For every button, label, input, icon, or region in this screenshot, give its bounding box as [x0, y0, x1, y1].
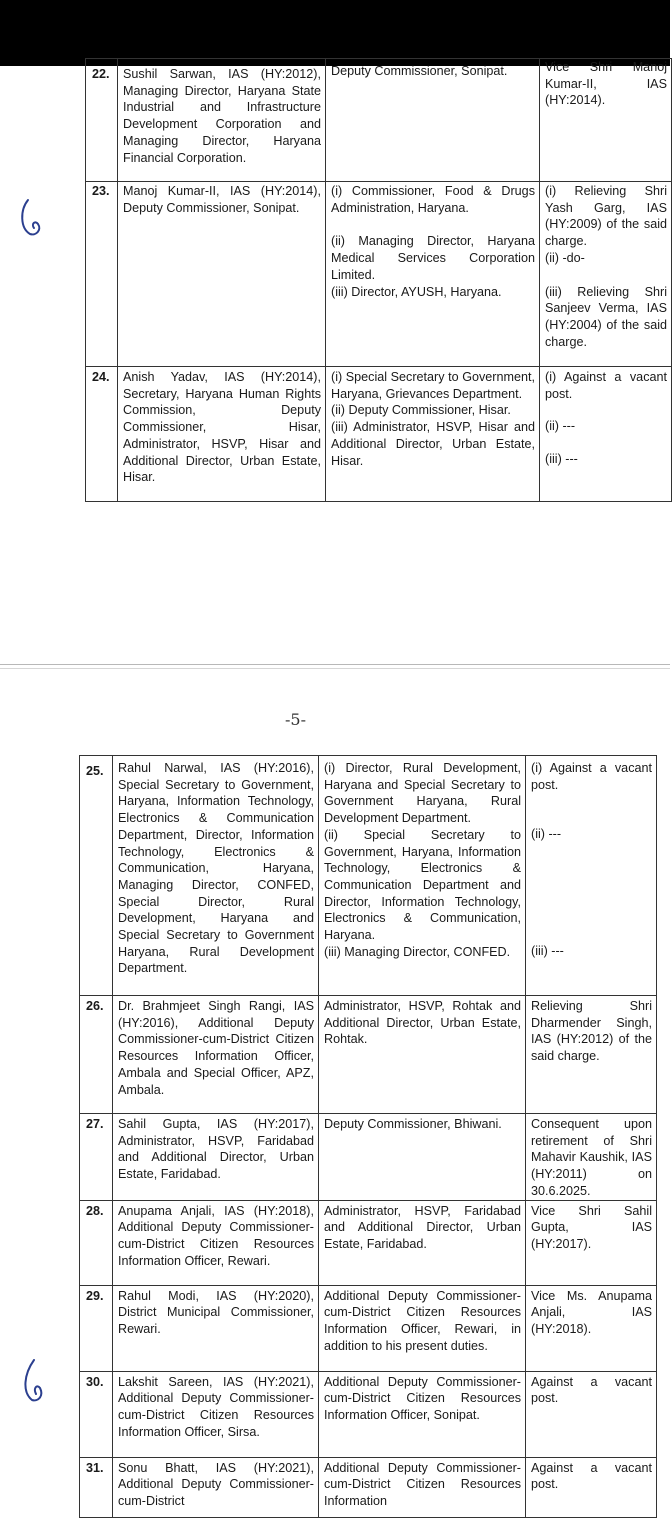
- remarks-line: (i) Relieving Shri Yash Garg, IAS (HY:2009) of the said charge.: [545, 184, 667, 249]
- row-number: 30.: [80, 1371, 113, 1457]
- posting-line: Administrator, HSVP, Faridabad and Additional Director, Urban Estate, Faridabad.: [324, 1203, 521, 1251]
- posting-cell: [319, 1200, 526, 1285]
- remarks-line: (ii) ---: [545, 419, 576, 434]
- officer-cell: Manoj Kumar-II, IAS (HY:2014), Deputy Commissioner, Sonipat.: [118, 182, 326, 367]
- table-row: [80, 1457, 657, 1517]
- remarks-line: (iii) Relieving Shri Sanjeev Verma, IAS (HY:2004) of the said charge.: [545, 284, 667, 349]
- remarks-line: (iii) ---: [531, 944, 564, 959]
- posting-cell: [319, 1114, 526, 1201]
- table-row: [80, 1200, 657, 1285]
- officer-cell: Dr. Brahmjeet Singh Rangi, IAS (HY:2016), Additional Deputy Commissioner-cum-District Citizen Resources Information Officer, Ambala and Special Officer, APZ, Ambala.: [113, 996, 319, 1114]
- posting-cell: Additional Deputy Commissioner-cum-District Citizen Resources Information: [319, 1457, 526, 1517]
- remarks-line: Against a vacant post.: [531, 1374, 652, 1406]
- row-number: 22.: [86, 59, 118, 182]
- remarks-line: (i) Against a vacant post.: [545, 370, 667, 401]
- posting-line: (ii) Special Secretary to Government, Haryana, Information Technology, Electronics & Communication Department and Director, Information Technology, Electronics & Communication, Haryana.: [324, 827, 521, 943]
- posting-line: (i) Special Secretary to Government, Haryana, Grievances Department.: [331, 370, 535, 401]
- remarks-line: Vice Shri Manoj Kumar-II, IAS (HY:2014).: [545, 60, 667, 108]
- remarks-cell: [526, 996, 657, 1114]
- officer-cell: Sushil Sarwan, IAS (HY:2012), Managing Director, Haryana State Industrial and Infrastructure Development Corporation and Managing Director, Haryana Financial Corporation.: [118, 59, 326, 182]
- posting-line: (ii) Deputy Commissioner, Hisar.: [331, 403, 511, 418]
- table-row: [80, 1114, 657, 1201]
- remarks-line: (ii) ---: [531, 827, 562, 842]
- remarks-line: Consequent upon retirement of Shri Mahavir Kaushik, IAS (HY:2011) on 30.6.2025.: [531, 1117, 652, 1198]
- row-number: 23.: [86, 182, 118, 367]
- remarks-cell: [526, 1200, 657, 1285]
- remarks-cell: [526, 1114, 657, 1201]
- remarks-line: (i) Against a vacant post.: [531, 761, 652, 792]
- pen-mark-icon: [20, 1356, 50, 1406]
- remarks-cell: [526, 1371, 657, 1457]
- row-number: 27.: [80, 1114, 113, 1201]
- officer-cell: Rahul Narwal, IAS (HY:2016), Special Secretary to Government, Haryana, Information Technology, Electronics & Communication Department, Director, Information Technology, Electronics & Communication, Haryana, Managing Director, CONFED, Special Director, Rural Development, Haryana and Special Secretary to Government Haryana, Rural Development Department.: [113, 756, 319, 996]
- posting-cell: Additional Deputy Commissioner-cum-District Citizen Resources Information Officer, Sonipat.: [319, 1371, 526, 1457]
- posting-line: (iii) Director, AYUSH, Haryana.: [331, 284, 502, 299]
- row-number: 31.: [80, 1457, 113, 1517]
- row-number: 29.: [80, 1285, 113, 1371]
- officer-cell: Lakshit Sareen, IAS (HY:2021), Additional Deputy Commissioner-cum-District Citizen Resources Information Officer, Sirsa.: [113, 1371, 319, 1457]
- officer-cell: Rahul Modi, IAS (HY:2020), District Municipal Commissioner, Rewari.: [113, 1285, 319, 1371]
- remarks-line: Against a vacant post.: [531, 1460, 652, 1492]
- table-row: [80, 1371, 657, 1457]
- remarks-line: Vice Shri Sahil Gupta, IAS (HY:2017).: [531, 1203, 652, 1251]
- posting-line: Deputy Commissioner, Bhiwani.: [324, 1117, 502, 1131]
- row-number: 24.: [86, 367, 118, 502]
- table-row: [80, 756, 657, 996]
- remarks-line: Vice Ms. Anupama Anjali, IAS (HY:2018).: [531, 1288, 652, 1336]
- officer-cell: Sonu Bhatt, IAS (HY:2021), Additional Deputy Commissioner-cum-District: [113, 1457, 319, 1517]
- remarks-cell: [526, 756, 657, 996]
- remarks-cell: [526, 1457, 657, 1517]
- table-row: [80, 1285, 657, 1371]
- posting-line: Administrator, HSVP, Rohtak and Additional Director, Urban Estate, Rohtak.: [324, 999, 521, 1047]
- lower-table: [79, 755, 657, 1518]
- posting-cell: [319, 756, 526, 996]
- posting-line: (i) Director, Rural Development, Haryana and Special Secretary to Government Haryana, Rural Development Department.: [324, 761, 521, 826]
- posting-line: (i) Commissioner, Food & Drugs Administration, Haryana.: [331, 184, 535, 215]
- posting-line: (iii) Administrator, HSVP, Hisar and Additional Director, Urban Estate, Hisar.: [331, 420, 535, 468]
- posting-cell: [319, 996, 526, 1114]
- posting-line: Deputy Commissioner, Sonipat.: [331, 64, 508, 78]
- remarks-line: (iii) ---: [545, 452, 578, 467]
- officer-cell: Sahil Gupta, IAS (HY:2017), Administrator, HSVP, Faridabad and Additional Director, Urban Estate, Faridabad.: [113, 1114, 319, 1201]
- posting-cell: Additional Deputy Commissioner-cum-District Citizen Resources Information Officer, Rewari, in addition to his present duties.: [319, 1285, 526, 1371]
- posting-line: (iii) Managing Director, CONFED.: [324, 944, 511, 959]
- remarks-line: Relieving Shri Dharmender Singh, IAS (HY:2012) of the said charge.: [531, 999, 652, 1064]
- officer-cell: Anish Yadav, IAS (HY:2014), Secretary, Haryana Human Rights Commission, Deputy Commissioner, Hisar, Administrator, HSVP, Hisar and Additional Director, Urban Estate, Hisar.: [118, 367, 326, 502]
- row-number: 26.: [80, 996, 113, 1114]
- row-number: 28.: [80, 1200, 113, 1285]
- page-number: -5-: [285, 710, 306, 729]
- posting-line: (ii) Managing Director, Haryana Medical Services Corporation Limited.: [331, 234, 535, 282]
- remarks-line: (ii) -do-: [545, 250, 585, 265]
- row-number: 25.: [80, 756, 113, 996]
- officer-cell: Anupama Anjali, IAS (HY:2018), Additional Deputy Commissioner-cum-District Citizen Resources Information Officer, Rewari.: [113, 1200, 319, 1285]
- remarks-cell: [526, 1285, 657, 1371]
- table-row: [80, 996, 657, 1114]
